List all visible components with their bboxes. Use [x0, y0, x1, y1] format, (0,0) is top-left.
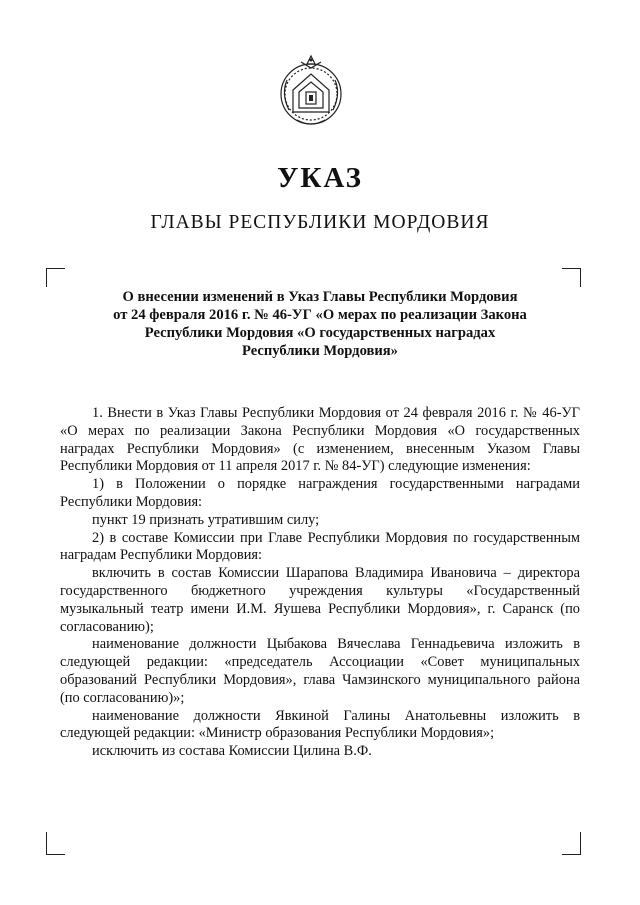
paragraph: наименование должности Цыбакова Вячеслава Геннадьевича изложить в следующей редакции: «председатель Ассоциации «Совет муниципальных образований Республики Мордовия», глава Чамзинского муниципального района (по согласованию)»; — [60, 636, 580, 706]
paragraph: 1. Внести в Указ Главы Республики Мордовия от 24 февраля 2016 г. № 46-УГ «О мерах по реализации Закона Республики Мордовия «О государственных наградах Республики Мордовия» (с изменением, внесенным Указом Главы Республики Мордовия от 11 апреля 2017 г. № 84-УГ) следующие изменения: — [60, 405, 580, 475]
paragraph: пункт 19 признать утратившим силу; — [92, 511, 320, 528]
paragraph: наименование должности Явкиной Галины Анатольевны изложить в следующей редакции: «Министр образования Республики Мордовия»; — [60, 707, 580, 742]
paragraph: исключить из состава Комиссии Цилина В.Ф. — [92, 743, 372, 760]
corner-mark-top-right — [562, 268, 581, 287]
corner-mark-top-left — [46, 268, 65, 287]
decree-body — [60, 405, 580, 761]
heading-line: от 24 февраля 2016 г. № 46-УГ «О мерах по реализации Закона — [113, 307, 527, 323]
document-subtitle: ГЛАВЫ РЕСПУБЛИКИ МОРДОВИЯ — [150, 212, 490, 233]
document-title: УКАЗ — [277, 162, 363, 194]
paragraph: 2) в составе Комиссии при Главе Республики Мордовия по государственным наградам Республики Мордовия: — [60, 529, 580, 564]
paragraph: 1) в Положении о порядке награждения государственными наградами Республики Мордовия: — [60, 476, 580, 510]
corner-mark-bottom-left — [46, 832, 65, 855]
heading-line: О внесении изменений в Указ Главы Республики Мордовия — [122, 289, 518, 305]
heading-line: Республики Мордовия «О государственных наградах — [144, 325, 496, 341]
corner-mark-bottom-right — [562, 832, 581, 855]
heading-line: Республики Мордовия» — [242, 343, 398, 359]
decree-heading — [60, 288, 580, 360]
coat-of-arms-emblem — [271, 50, 351, 130]
paragraph: включить в состав Комиссии Шарапова Владимира Ивановича – директора государственного бюджетного учреждения культуры «Государственный музыкальный театр имени И.М. Яушева Республики Мордовия», г. Саранск (по согласованию); — [60, 565, 580, 635]
